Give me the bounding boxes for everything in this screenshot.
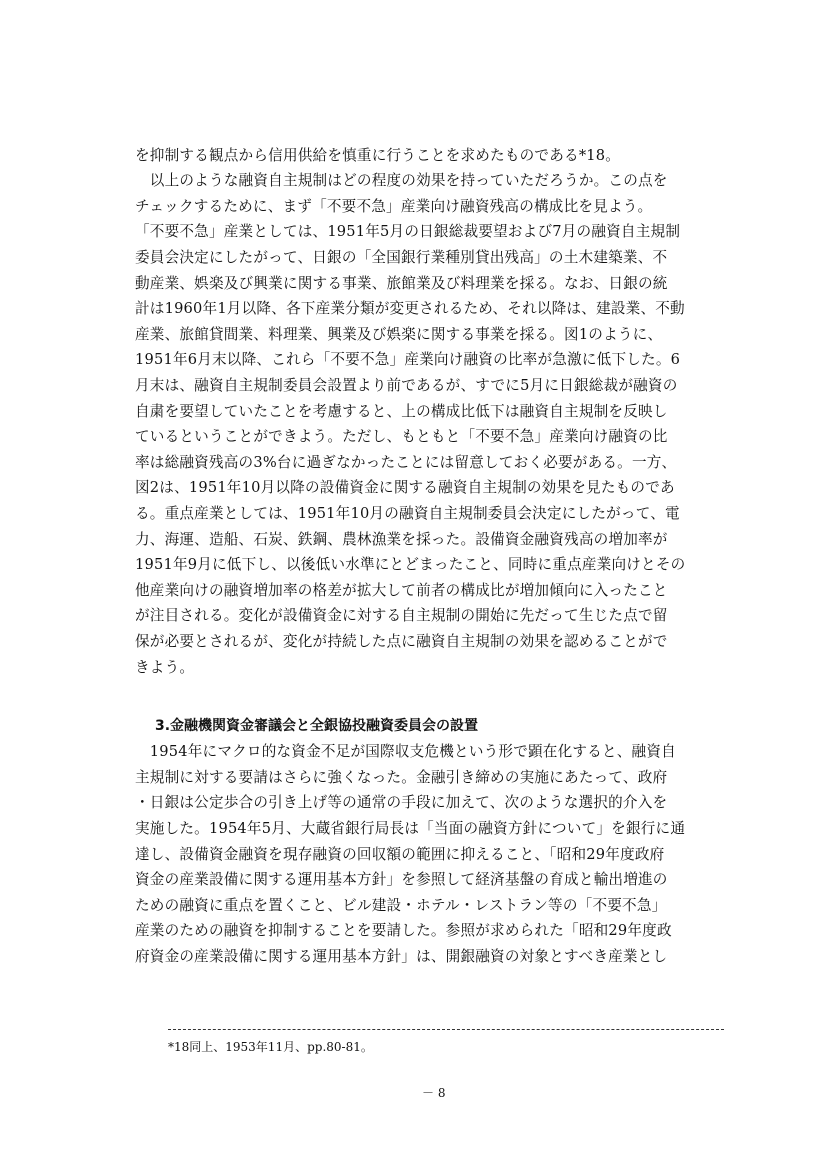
text-line: 自粛を要望していたことを考慮すると、上の構成比低下は融資自主規制を反映し <box>135 403 668 420</box>
text-line: 1954年にマクロ的な資金不足が国際収支危機という形で顕在化すると、融資自 <box>135 743 676 760</box>
text-line: 「不要不急」産業としては、1951年5月の日銀総裁要望および7月の融資自主規制 <box>135 223 681 240</box>
text-line: 1951年6月末以降、これら「不要不急」産業向け融資の比率が急激に低下した。6 <box>135 351 681 368</box>
text-line: 図2は、1951年10月以降の設備資金に関する融資自主規制の効果を見たものであ <box>135 479 675 496</box>
text-line: を抑制する観点から信用供給を慎重に行うことを求めたものである*18。 <box>135 147 621 164</box>
footnote-divider <box>168 1029 724 1030</box>
text-line: 以上のような融資自主規制はどの程度の効果を持っていただろうか。この点を <box>135 172 668 189</box>
text-line: 委員会決定にしたがって、日銀の「全国銀行業種別貸出残高」の土木建築業、不 <box>135 249 668 266</box>
text-line: 産業のための融資を抑制することを要請した。参照が求められた「昭和29年度政 <box>135 922 672 939</box>
page-number: － 8 <box>422 1086 446 1100</box>
text-line: 力、海運、造船、石炭、鉄鋼、農林漁業を採った。設備資金融資残高の増加率が <box>135 531 668 548</box>
text-line: 保が必要とされるが、変化が持続した点に融資自主規制の効果を認めることがで <box>135 633 668 650</box>
text-line: 1951年9月に低下し、以後低い水準にとどまったこと、同時に重点産業向けとその <box>135 556 686 573</box>
text-line: チェックするために、まず「不要不急」産業向け融資残高の構成比を見よう。 <box>135 198 653 215</box>
text-line: ・日銀は公定歩合の引き上げ等の通常の手段に加えて、次のような選択的介入を <box>135 794 668 811</box>
text-line: 資金の産業設備に関する運用基本方針」を参照して経済基盤の育成と輸出増進の <box>135 871 668 888</box>
text-line: 他産業向けの融資増加率の格差が拡大して前者の構成比が増加傾向に入ったこと <box>135 582 668 599</box>
text-line: 動産業、娯楽及び興業に関する事業、旅館業及び料理業を採る。なお、日銀の統 <box>135 275 668 292</box>
section-heading: 3.金融機関資金審議会と全銀協投融資委員会の設置 <box>155 718 479 734</box>
text-line: 計は1960年1月以降、各下産業分類が変更されるため、それ以降は、建設業、不動 <box>135 300 685 317</box>
text-line: ための融資に重点を置くこと、ビル建設・ホテル・レストラン等の「不要不急」 <box>135 897 667 914</box>
text-line: ているということができよう。ただし、もともと「不要不急」産業向け融資の比 <box>135 428 668 445</box>
text-line: 主規制に対する要請はさらに強くなった。金融引き締めの実施にあたって、政府 <box>135 769 668 786</box>
footnote: *18同上、1953年11月、pp.80-81。 <box>168 1040 373 1054</box>
text-line: 達し、設備資金融資を現存融資の回収額の範囲に抑えること、「昭和29年度政府 <box>135 846 665 863</box>
text-line: 月末は、融資自主規制委員会設置より前であるが、すでに5月に日銀総裁が融資の <box>135 377 678 394</box>
text-line: 実施した。1954年5月、大蔵省銀行局長は「当面の融資方針について」を銀行に通 <box>135 820 686 837</box>
text-line: 産業、旅館貸間業、料理業、興業及び娯楽に関する事業を採る。図1のように、 <box>135 326 663 343</box>
text-line: が注目される。変化が設備資金に対する自主規制の開始に先だって生じた点で留 <box>135 607 668 624</box>
text-line: きよう。 <box>135 659 195 676</box>
text-line: 率は総融資残高の3%台に過ぎなかったことには留意しておく必要がある。一方、 <box>135 454 677 471</box>
text-line: る。重点産業としては、1951年10月の融資自主規制委員会決定にしたがって、電 <box>135 505 680 522</box>
text-line: 府資金の産業設備に関する運用基本方針」は、開銀融資の対象とすべき産業とし <box>135 948 668 965</box>
